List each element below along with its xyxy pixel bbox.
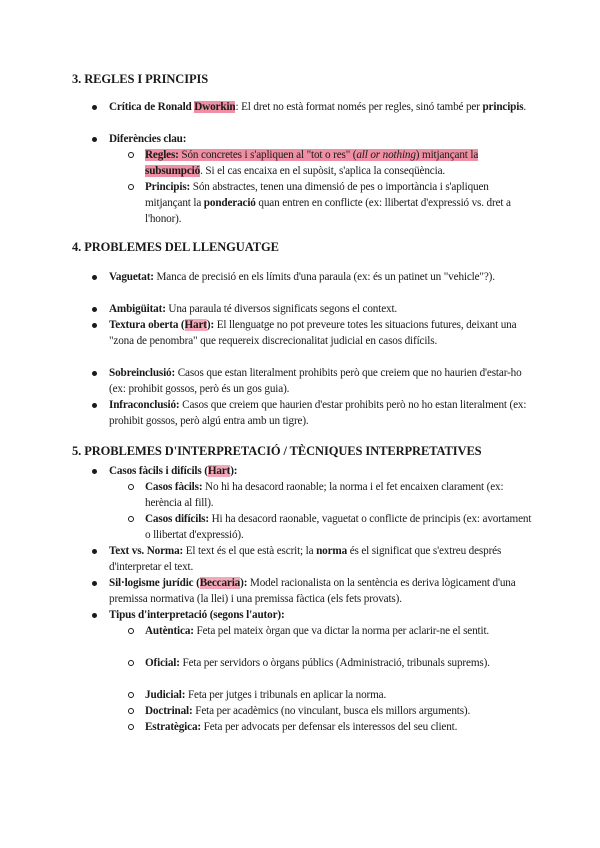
bullet xyxy=(92,137,97,142)
bullet xyxy=(92,549,97,554)
list-item-casos-dificils: Casos difícils: Hi ha desacord raonable, vaguetat o conflicte de principis (ex: avortament o llibertat d'expressió). xyxy=(145,513,532,541)
bullet xyxy=(92,581,97,586)
list-item-oficial: Oficial: Feta per servidors o òrgans públics (Administració, tribunals suprems). xyxy=(145,657,490,669)
list-item-principis: Principis: Són abstractes, tenen una dimensió de pes o importància i s'apliquen mitjançant la ponderació quan entren en conflicte (ex: llibertat d'expressió vs. dret a l'honor). xyxy=(145,181,511,225)
sub-bullet xyxy=(128,660,134,666)
list-item-sobreinclusio: Sobreinclusió: Casos que estan literalment prohibits però que creiem que no haurien d'estar-ho (ex: prohibit gossos, però és un gos guia). xyxy=(109,367,522,395)
bullet xyxy=(92,403,97,408)
section-4-heading: 4. PROBLEMES DEL LLENGUATGE xyxy=(72,240,279,254)
list-item-autentica: Autèntica: Feta pel mateix òrgan que va dictar la norma per aclarir-ne el sentit. xyxy=(145,625,490,637)
bullet xyxy=(92,371,97,376)
section-3-heading: 3. REGLES I PRINCIPIS xyxy=(72,72,209,86)
sub-bullet xyxy=(128,184,134,190)
sub-bullet xyxy=(128,724,134,730)
list-item-infraconclusio: Infraconclusió: Casos que creiem que haurien d'estar prohibits però no ho estan literalment (ex: prohibit gossos, però algú entra amb un tigre). xyxy=(109,399,527,427)
bullet xyxy=(92,469,97,474)
bullet xyxy=(92,613,97,618)
sub-bullet xyxy=(128,516,134,522)
list-item-sillogisme: Sil·logisme jurídic (Beccaria): Model racionalista on la sentència es deriva lògicament d'una premissa normativa (la llei) i una premissa fàctica (els fets provats). xyxy=(109,577,516,605)
list-item-estrategica: Estratègica: Feta per advocats per defensar els interessos del seu client. xyxy=(145,721,458,733)
sub-bullet xyxy=(128,708,134,714)
list-item-casos-facils: Casos fàcils: No hi ha desacord raonable; la norma i el fet encaixen clarament (ex: herència al fill). xyxy=(145,481,504,509)
list-item-diferencies: Diferències clau: xyxy=(109,133,187,145)
bullet xyxy=(92,323,97,328)
sub-bullet xyxy=(128,152,134,158)
bullet xyxy=(92,105,97,110)
list-item-ambiguitat: Ambigüitat: Una paraula té diversos significats segons el context. xyxy=(109,303,398,315)
list-item-casos: Casos fàcils i difícils (Hart): xyxy=(109,465,238,477)
list-item-textura-oberta: Textura oberta (Hart): El llenguatge no pot preveure totes les situacions futures, deixant una "zona de penombra" que requereix discrecionalitat judicial en casos difícils. xyxy=(109,319,517,347)
list-item-doctrinal: Doctrinal: Feta per acadèmics (no vinculant, busca els millors arguments). xyxy=(145,705,471,717)
list-item-vaguetat: Vaguetat: Manca de precisió en els límits d'una paraula (ex: és un patinet un "vehicle"?). xyxy=(109,271,495,283)
sub-bullet xyxy=(128,692,134,698)
sub-bullet xyxy=(128,484,134,490)
sub-bullet xyxy=(128,628,134,634)
list-item-dworkin: Crítica de Ronald Dworkin: El dret no està format només per regles, sinó també per principis. xyxy=(109,101,527,113)
list-item-regles: Regles: Són concretes i s'apliquen al "tot o res" (all or nothing) mitjançant la subsumpció. Si el cas encaixa en el supòsit, s'aplica la conseqüència. xyxy=(145,149,479,177)
bullet xyxy=(92,275,97,280)
list-item-text-norma: Text vs. Norma: El text és el que està escrit; la norma és el significat que s'extreu després d'interpretar el text. xyxy=(109,545,502,573)
list-item-judicial: Judicial: Feta per jutges i tribunals en aplicar la norma. xyxy=(145,689,387,701)
bullet xyxy=(92,307,97,312)
section-5-heading: 5. PROBLEMES D'INTERPRETACIÓ / TÈCNIQUES INTERPRETATIVES xyxy=(72,444,482,458)
list-item-tipus: Tipus d'interpretació (segons l'autor): xyxy=(109,609,285,621)
